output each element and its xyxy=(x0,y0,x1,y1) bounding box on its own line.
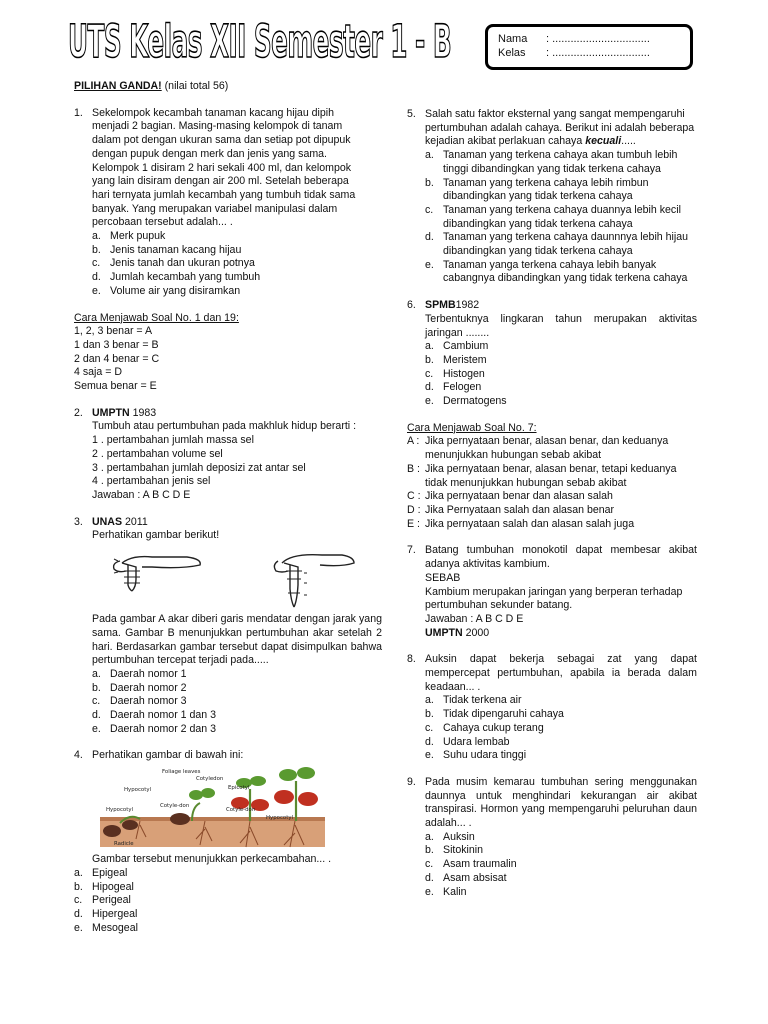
section-heading xyxy=(74,80,364,94)
source-year: 2011 xyxy=(124,515,148,528)
root-growth-figure xyxy=(92,549,382,609)
guide-lines xyxy=(74,325,364,394)
class-row xyxy=(498,46,680,60)
option-letter: c. xyxy=(92,695,101,708)
guide-key: E : xyxy=(407,517,420,530)
option-c xyxy=(92,695,382,709)
option-c xyxy=(425,858,697,872)
options-q4 xyxy=(74,867,364,936)
option-c xyxy=(425,722,697,736)
option-c xyxy=(92,257,364,271)
option-a xyxy=(425,340,697,354)
option-e xyxy=(425,395,697,409)
question-8 xyxy=(407,653,697,763)
question-source xyxy=(92,407,364,421)
question-number: 4. xyxy=(74,749,83,762)
option-b xyxy=(425,354,697,368)
guide-title: Cara Menjawab Soal No. 1 dan 19: xyxy=(74,311,239,324)
option-letter: c. xyxy=(74,894,83,907)
source-name: UMPTN xyxy=(92,406,130,419)
option-letter: e. xyxy=(92,722,101,735)
option-letter: a. xyxy=(425,694,434,707)
question-text: Terbentuknya lingkaran tahun merupakan aktivitas jaringan ........ xyxy=(425,312,697,339)
option-text: Daerah nomor 1 dan 3 xyxy=(110,709,217,722)
question-6 xyxy=(407,299,697,409)
list-line: 2 dan 4 benar = C xyxy=(74,352,160,365)
option-a xyxy=(425,694,697,708)
option-text: Asam traumalin xyxy=(443,858,517,871)
label-cotyledon-3: Cotyle-don xyxy=(226,807,256,814)
option-e xyxy=(425,749,697,763)
guide-key: C : xyxy=(407,490,421,503)
guide-key: B : xyxy=(407,462,420,475)
option-letter: b. xyxy=(92,243,101,256)
guide-text: Jika pernyataan benar, alasan benar, dan keduanya menunjukkan hubungan sebab akibat xyxy=(425,435,669,462)
question-text: Pada gambar A akar diberi garis mendatar dengan jarak yang sama. Gambar B menunjukkan pertumbuhan akar setelah 2 hari. Berdasarkan gambar tersebut dapat disimpulkan bahwa pertumbuhan tercepat terjadi pada..... xyxy=(92,613,382,667)
option-text: Cahaya cukup terang xyxy=(443,721,544,734)
option-text: Daerah nomor 2 dan 3 xyxy=(110,722,217,735)
option-letter: c. xyxy=(425,367,434,380)
option-text: Felogen xyxy=(443,381,482,394)
question-number: 3. xyxy=(74,515,83,528)
option-letter: d. xyxy=(425,381,434,394)
label-cotyledon-2: Cotyle-don xyxy=(160,803,190,810)
option-letter: b. xyxy=(425,844,434,857)
list-line: 3 . pertambahan jumlah deposizi zat antar sel xyxy=(92,461,306,474)
option-e xyxy=(425,886,697,900)
option-text: Udara lembab xyxy=(443,735,510,748)
option-e xyxy=(92,285,364,299)
question-source xyxy=(92,516,382,530)
question-text: Auksin dapat bekerja sebagai zat yang dapat mempercepat pertumbuhan, apabila ia berada dalam keadaan... . xyxy=(425,653,697,693)
option-letter: b. xyxy=(92,681,101,694)
question-number: 6. xyxy=(407,299,416,312)
option-letter: a. xyxy=(425,830,434,843)
option-letter: d. xyxy=(425,871,434,884)
list-line: 1, 2, 3 benar = A xyxy=(74,325,153,338)
reason-text: Kambium merupakan jaringan yang berperan terhadap pertumbuhan sekunder batang. xyxy=(425,585,683,612)
option-c xyxy=(425,204,697,231)
option-d xyxy=(425,872,697,886)
question-number: 7. xyxy=(407,544,416,557)
option-letter: a. xyxy=(92,667,101,680)
option-letter: b. xyxy=(74,880,83,893)
option-text: Meristem xyxy=(443,353,487,366)
question-text: Gambar tersebut menunjukkan perkecambahan... . xyxy=(92,853,332,866)
section-title: PILIHAN GANDA! xyxy=(74,80,162,92)
label-epicotyl: Epicotyl xyxy=(228,785,250,792)
question-number: 5. xyxy=(407,108,416,120)
option-text: Jenis tanaman kacang hijau xyxy=(110,243,242,256)
option-d xyxy=(425,736,697,750)
option-text: Tanaman yang terkena cahaya lebih rimbun dibandingkan yang tidak terkena cahaya xyxy=(443,176,649,203)
guide-text: Jika pernyataan benar dan alasan salah xyxy=(425,490,613,503)
option-d xyxy=(425,231,697,258)
guide-title: Cara Menjawab Soal No. 7: xyxy=(407,421,537,434)
option-letter: a. xyxy=(92,230,101,243)
options xyxy=(425,831,697,900)
question-intro: Perhatikan gambar di bawah ini: xyxy=(92,749,244,762)
option-text: Auksin xyxy=(443,830,475,843)
question-text: Sekelompok kecambah tanaman kacang hijau dipih menjadi 2 bagian. Masing-masing kelompok di tanam dalam pot dengan ukuran sama dan setiap pot dipupuk dengan pupuk dengan merk dan jenis yang sama. Kelompok 1 disiram 2 hari sekali 400 ml, dan kelompok yang lain disiram dengan air 200 ml. Setelah beberapa hari ternyata jumlah kecambah yang tumbuh tidak sama banyak. Yang merupakan variabel manipulasi dalam percobaan tersebut adalah... . xyxy=(92,106,356,229)
answer-choices: Jawaban : A B C D E xyxy=(92,488,191,501)
options xyxy=(425,340,697,409)
option-c xyxy=(74,894,364,908)
option-b xyxy=(425,708,697,722)
option-letter: e. xyxy=(425,395,434,408)
option-letter: c. xyxy=(425,721,434,734)
question-4 xyxy=(74,749,364,866)
option-text: Jumlah kecambah yang tumbuh xyxy=(110,271,261,284)
guide-rows xyxy=(407,435,697,531)
option-letter: d. xyxy=(92,271,101,284)
option-b xyxy=(92,682,382,696)
answer-choices: Jawaban : A B C D E xyxy=(425,612,524,625)
list-line: 1 . pertambahan jumlah massa sel xyxy=(92,434,254,447)
list-line: Semua benar = E xyxy=(74,380,157,393)
option-a xyxy=(92,230,364,244)
label-hypocotyl-2: Hypocotyl xyxy=(106,807,134,814)
question-2 xyxy=(74,407,364,503)
option-text: Jenis tanah dan ukuran potnya xyxy=(110,257,255,270)
guide-key: A : xyxy=(407,435,420,448)
question-number: 2. xyxy=(74,406,83,419)
question-number: 8. xyxy=(407,653,416,666)
question-number: 1. xyxy=(74,106,83,119)
answer-guide-1 xyxy=(74,312,364,394)
statement-list xyxy=(92,434,364,489)
option-text: Hipergeal xyxy=(92,907,138,920)
option-letter: c. xyxy=(425,858,434,871)
question-9 xyxy=(407,776,697,899)
option-letter: e. xyxy=(74,921,83,934)
label-foliage: Foliage leaves xyxy=(162,769,201,776)
option-a xyxy=(425,149,697,176)
option-letter: c. xyxy=(425,203,434,216)
option-letter: d. xyxy=(425,231,434,244)
options xyxy=(92,668,382,737)
option-text: Kalin xyxy=(443,885,467,898)
class-label: Kelas xyxy=(498,47,526,59)
question-text-a: Salah satu faktor eksternal yang sangat mempengaruhi pertumbuhan adalah cahaya. Berikut ini adalah beberapa kejadian akibat perlakuan cahaya xyxy=(425,108,695,148)
option-d xyxy=(92,709,382,723)
option-e xyxy=(425,259,697,286)
option-text: Sitokinin xyxy=(443,844,484,857)
guide-key: D : xyxy=(407,503,421,516)
option-text: Perigeal xyxy=(92,894,131,907)
question-3 xyxy=(74,515,382,737)
option-letter: e. xyxy=(92,284,101,297)
answer-guide-7 xyxy=(407,422,697,532)
name-row xyxy=(498,32,680,46)
list-line: 4 saja = D xyxy=(74,366,122,379)
option-letter: a. xyxy=(425,149,434,162)
source-year: 1982 xyxy=(455,299,480,312)
guide-row xyxy=(407,504,697,518)
name-label: Nama xyxy=(498,33,528,45)
option-letter: b. xyxy=(425,708,434,721)
option-text: Asam absisat xyxy=(443,871,507,884)
question-5 xyxy=(407,108,697,286)
label-radicle: Radicle xyxy=(114,841,134,848)
option-letter: e. xyxy=(425,258,434,271)
option-b xyxy=(425,844,697,858)
option-text: Tidak dipengaruhi cahaya xyxy=(443,708,564,721)
student-id-box xyxy=(485,24,693,70)
option-a xyxy=(74,867,364,881)
option-a xyxy=(425,831,697,845)
list-line: 2 . pertambahan volume sel xyxy=(92,447,223,460)
option-letter: b. xyxy=(425,176,434,189)
list-line: 1 dan 3 benar = B xyxy=(74,338,159,351)
germination-illustration xyxy=(100,767,330,849)
option-text: Merk pupuk xyxy=(110,230,166,243)
option-letter: a. xyxy=(74,866,83,879)
label-hypocotyl-3: Hypocotyl xyxy=(266,815,294,822)
guide-row xyxy=(407,490,697,504)
option-b xyxy=(92,244,364,258)
option-a xyxy=(92,668,382,682)
question-text: Batang tumbuhan monokotil dapat membesar akibat adanya aktivitas kambium. xyxy=(425,544,697,571)
option-text: Epigeal xyxy=(92,866,128,879)
option-text: Suhu udara tinggi xyxy=(443,749,527,762)
option-letter: d. xyxy=(74,907,83,920)
option-letter: d. xyxy=(92,709,101,722)
name-blank: : ................................ xyxy=(546,33,650,45)
options xyxy=(425,149,697,286)
source-name: UNAS xyxy=(92,515,123,528)
option-text: Tanaman yang terkena cahaya akan tumbuh lebih tinggi dibandingkan yang tidak terkena cahaya xyxy=(443,149,678,175)
question-number: 9. xyxy=(407,775,416,788)
root-growth-illustration xyxy=(92,549,382,609)
option-text: Hipogeal xyxy=(92,880,134,893)
because-word: SEBAB xyxy=(425,571,461,584)
option-text: Tidak terkena air xyxy=(443,694,522,707)
option-text: Daerah nomor 1 xyxy=(110,667,187,680)
option-d xyxy=(92,271,364,285)
option-letter: b. xyxy=(425,353,434,366)
label-cotyledon: Cotyledon xyxy=(196,776,224,783)
option-b xyxy=(74,881,364,895)
question-text: Tumbuh atau pertumbuhan pada makhluk hidup berarti : xyxy=(92,420,357,433)
question-source xyxy=(425,627,697,641)
guide-row xyxy=(407,518,697,532)
option-text: Tanaman yang terkena cahaya daunnnya lebih hijau dibandingkan yang tidak terkena cahaya xyxy=(443,231,689,258)
option-e xyxy=(92,723,382,737)
class-blank: : ................................ xyxy=(546,47,650,59)
label-hypocotyl: Hypocotyl xyxy=(124,787,152,794)
guide-row xyxy=(407,463,697,490)
option-text: Cambium xyxy=(443,340,489,353)
germination-figure xyxy=(92,767,364,849)
question-text xyxy=(425,108,697,149)
left-column xyxy=(74,80,382,935)
option-text: Daerah nomor 2 xyxy=(110,681,187,694)
option-d xyxy=(425,381,697,395)
option-e xyxy=(74,922,364,936)
option-d xyxy=(74,908,364,922)
option-text: Dermatogens xyxy=(443,395,507,408)
list-line: 4 . pertambahan jenis sel xyxy=(92,475,211,488)
option-text: Daerah nomor 3 xyxy=(110,695,187,708)
option-text: Histogen xyxy=(443,367,485,380)
source-year: 1983 xyxy=(132,406,157,419)
option-b xyxy=(425,177,697,204)
question-text-b: ..... xyxy=(621,135,636,148)
option-letter: a. xyxy=(425,340,434,353)
section-note: (nilai total 56) xyxy=(164,80,229,92)
question-intro: Perhatikan gambar berikut! xyxy=(92,529,220,542)
question-source xyxy=(425,299,697,313)
guide-text: Jika Pernyataan salah dan alasan benar xyxy=(425,503,615,516)
options xyxy=(92,230,364,299)
options xyxy=(425,694,697,763)
option-letter: e. xyxy=(425,749,434,762)
question-7 xyxy=(407,544,697,640)
source-name: UMPTN xyxy=(425,626,463,639)
exam-title: UTS Kelas XII Semester 1 - B xyxy=(68,15,452,68)
option-c xyxy=(425,368,697,382)
guide-row xyxy=(407,435,697,462)
question-text: Pada musim kemarau tumbuhan sering menggunakan daunnya untuk menghindari kekurangan air akibat transpirasi. Hormon yang mempengaruhi peluruhan daun adalah... . xyxy=(425,775,697,830)
guide-text: Jika pernyataan benar, alasan benar, tetapi keduanya tidak menunjukkan hubungan sebab akibat xyxy=(425,462,677,489)
option-text: Mesogeal xyxy=(92,921,138,934)
guide-text: Jika pernyataan salah dan alasan salah juga xyxy=(425,517,635,530)
question-1 xyxy=(74,107,364,299)
source-year: 2000 xyxy=(465,626,490,639)
option-letter: e. xyxy=(425,885,434,898)
right-column xyxy=(407,108,697,899)
option-text: Volume air yang disiramkan xyxy=(110,284,241,297)
option-letter: c. xyxy=(92,257,101,270)
option-letter: d. xyxy=(425,735,434,748)
source-name: SPMB xyxy=(425,299,456,312)
option-text: Tanaman yanga terkena cahaya lebih banyak cabangnya dibandingkan yang tidak terkena cahaya xyxy=(443,258,688,285)
keyword-kecuali: kecuali xyxy=(585,135,622,148)
option-text: Tanaman yang terkena cahaya duannya lebih kecil dibandingkan yang tidak terkena cahaya xyxy=(443,203,681,230)
